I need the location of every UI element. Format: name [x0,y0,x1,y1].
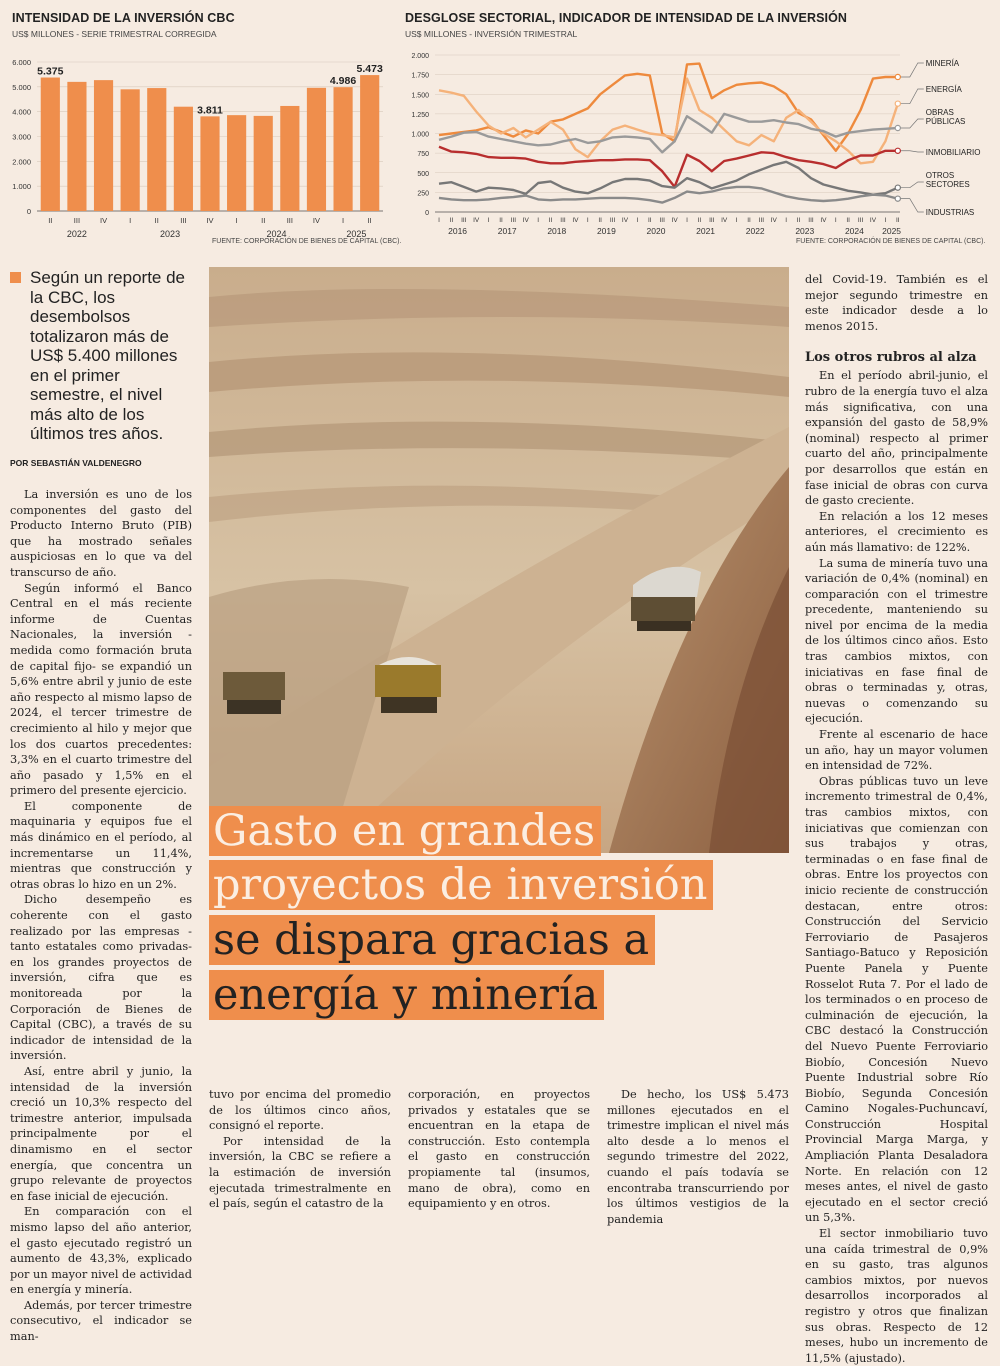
article-column-2 [209,1087,391,1212]
x-tick-label: I [342,216,345,225]
x-tick-label: II [154,216,159,225]
year-label: 2017 [497,226,517,236]
y-tick-label: 4.000 [12,107,31,117]
x-tick-label: II [598,217,603,224]
paragraph: En el período abril-junio, el rubro de la energía tuvo el alza más significativa, con una expansión del gasto de 58,9% (nominal) respecto al primer cuarto del año, principalmente por desarrollos que están en fase inicial de obras con curva de gasto creciente. [805,369,988,508]
paragraph: La suma de minería tuvo una variación de 0,4% (nominal) en comparación con el trimestre precedente, manteniendo su nivel por encima de la media de los últimos cinco años. Esto tras cambios mixtos, con iniciativas en fase final de obras o terminadas y, otras, nuevas o comenzando su ejecución. [805,556,988,726]
series-label: SECTORES [925,180,970,189]
bar [41,78,60,211]
chart1-title: INTENSIDAD DE LA INVERSIÓN CBC [12,11,235,25]
series-label: ENERGÍA [925,85,962,94]
series-label: MINERÍA [925,59,960,68]
series-line [439,114,898,152]
x-tick-label: I [735,217,738,224]
paragraph: El componente de maquinaria y equipos fue el más dinámico en el período, al incrementarse un 11,4%, mientras que construcción y otras obras lo hizo en un 2%. [10,799,192,891]
x-tick-label: III [857,217,864,224]
paragraph: Además, por tercer trimestre consecutivo, el indicador se man- [10,1298,192,1344]
series-leader-line [901,182,924,188]
series-label: INDUSTRIAS [925,208,975,217]
x-tick-label: II [48,216,53,225]
year-label: 2022 [66,229,87,239]
x-tick-label: III [709,217,715,224]
pull-quote-bullet [10,272,21,283]
x-tick-label: IV [522,217,529,224]
paragraph: Según informó el Banco Central en el más reciente informe de Cuentas Nacionales, la inversión -medida como formación bruta de capital fijo- se expandió un 5,6% entre abril y junio de este año respecto al mismo lapso de 2024, el tercer trimestre de crecimiento al hilo y mejor que los dos cuartos precedentes: 3,3% en el cuarto trimestre del año pasado y 1,5% en el primero del presente ejercicio. [10,581,192,798]
paragraph: De hecho, los US$ 5.473 millones ejecutados en el trimestre implican el nivel más alto desde a lo menos el segundo trimestre del 2022, cuando el país todavía se encontraba transcurriendo por los últimos vestigios de la pandemia [607,1088,789,1226]
series-leader-line [901,119,924,128]
x-tick-label: II [548,217,553,224]
year-label: 2021 [696,226,716,236]
paragraph: Dicho desempeño es coherente con el gasto realizado por las empresas -tanto estatales como privadas- en los grandes proyectos de inversión, cifra que es monitoreada por la Corporación de Bienes de Capital (CBC), a través de su indicador de intensidad de la inversión. [10,893,192,1063]
bar [94,80,113,211]
chart1-source: FUENTE: CORPORACIÓN DE BIENES DE CAPITAL (CBC). [212,238,402,245]
headline-line-4: energía y minería [209,970,604,1020]
paragraph: Así, entre abril y junio, la intensidad de la inversión creció un 10,3% respecto del trimestre anterior, impulsada principalmente por el dinamismo en el sector energía, que concentra un grupo relevante de proyectos en fase inicial de ejecución. [10,1064,192,1203]
series-end-marker [895,148,900,153]
series-end-marker [895,74,900,79]
x-tick-label: I [235,216,238,225]
bar [280,106,299,211]
bar [227,115,246,211]
bar [121,89,140,211]
year-label: 2020 [646,226,666,236]
y-tick-label: 1.750 [411,72,429,80]
y-tick-label: 2.000 [411,53,429,60]
y-tick-label: 3.000 [12,132,31,142]
series-label: INMOBILIARIO [925,148,981,157]
year-label: 2025 [882,226,902,236]
chart2-source: FUENTE: CORPORACIÓN DE BIENES DE CAPITAL (CBC). [796,238,986,245]
x-tick-label: IV [869,217,877,224]
x-tick-label: I [785,217,788,224]
bar [333,87,352,211]
bar-chart-intensidad [0,40,395,245]
x-tick-label: IV [721,217,728,224]
pull-quote: Según un reporte de la CBC, los desembolsos totalizaron más de US$ 5.400 millones en el primer semestre, el nivel más alto de los últimos tres años. [30,268,186,443]
x-tick-label: II [647,217,652,224]
x-tick-label: I [487,217,490,224]
x-tick-label: II [261,216,266,225]
x-tick-label: III [73,216,81,225]
x-tick-label: II [499,217,503,224]
x-tick-label: III [758,217,765,224]
y-tick-label: 2.000 [12,157,31,167]
series-end-marker [895,125,900,130]
year-label: 2023 [795,226,815,236]
x-tick-label: IV [621,217,629,224]
headline-line-3: se dispara gracias a [209,915,655,965]
x-tick-label: I [834,217,837,224]
y-tick-label: 6.000 [12,58,31,67]
paragraph: corporación, en proyectos privados y estatales que se encuentran en la etapa de construcción. Esto contempla el gasto en construcción propiamente tal (insumos, mano de obra), como en equipamiento y en otros. [408,1088,590,1211]
paragraph: La inversión es uno de los componentes del gasto del Producto Interno Bruto (PIB) que ha mostrado señales auspiciosas en lo que va del transcurso de año. [10,488,192,579]
y-tick-label: 0 [26,207,31,216]
x-tick-label: IV [99,216,108,225]
paragraph: Obras públicas tuvo un leve incremento trimestral de 0,4%, tras cambios mixtos, con iniciativas que comienzan con sus trabajos y otras, terminadas o en fase final de obras. Entre los proyectos con inicio reciente de construcción destacan, entre otros: Construcción del Servicio Ferroviario de Pasajeros Santiago-Batuco y Reposición Puente Panela y Puente Rosselot Ruta 7. Por el lado de los terminados o en proceso de culminación de ejecución, la CBC destacó la Construcción del Nuevo Puente Ferroviario Biobío, Concesión Nuevo Puente Industrial sobre Río Biobío, Segunda Concesión Camino Nogales-Puchuncaví, Construcción Hospital Provincial Marga Marga, y Ampliación Planta Desaladora Norte. En relación con 12 meses antes, el nivel de gasto ejecutado en el sector creció un 5,3%. [805,774,988,1225]
paragraph: En relación a los 12 meses anteriores, el crecimiento es aún más llamativo: de 122%. [805,509,988,554]
x-tick-label: II [895,217,900,224]
x-tick-label: IV [671,217,678,224]
year-label: 2025 [346,229,367,239]
bar [307,88,326,211]
x-tick-label: IV [770,217,777,224]
y-tick-label: 1.000 [12,182,31,192]
year-label: 2023 [160,229,181,239]
bar [147,88,166,211]
y-tick-label: 0 [425,210,429,217]
series-label: OBRAS [925,108,954,117]
x-tick-label: IV [572,217,579,224]
x-tick-label: III [659,217,665,224]
year-label: 2024 [844,226,864,236]
article-column-4 [607,1087,789,1227]
haul-truck [375,657,441,713]
series-end-marker [895,185,900,190]
bar [174,107,193,211]
x-tick-label: II [697,217,702,224]
series-leader-line [901,151,924,152]
paragraph: El sector inmobiliario tuvo una caída trimestral de 0,9% en su gasto, tras algunos cambios mixtos, por nuevos desarrollos incorporados al registro y otros que finalizan sus obras. Respecto de 12 meses, hubo un incremento de 11,5% (ajustado). [805,1227,988,1365]
x-tick-label: III [560,217,566,224]
data-label: 5.375 [37,65,64,78]
x-tick-label: IV [473,217,480,224]
x-tick-label: II [796,217,801,224]
x-tick-label: II [747,217,751,224]
data-label: 4.986 [329,75,357,88]
x-tick-label: II [449,217,454,224]
x-tick-label: IV [312,216,321,225]
x-tick-label: III [286,216,293,225]
paragraph: del Covid-19. También es el mejor segundo trimestre en este indicador desde a lo menos 2015. [805,273,988,333]
x-tick-label: IV [820,217,827,224]
paragraph: tuvo por encima del promedio de los últimos cinco años, consignó el reporte. [209,1088,391,1133]
data-label: 5.473 [356,63,383,76]
article-column-3 [408,1087,590,1212]
data-label: 3.811 [197,104,223,117]
x-tick-label: IV [206,216,214,225]
x-tick-label: I [686,217,688,224]
x-tick-label: III [510,217,517,224]
paragraph: Por intensidad de la inversión, la CBC se refiere a la estimación de inversión ejecutada trimestralmente en el país, según el catastro de la [209,1134,391,1211]
series-line [439,79,898,164]
y-tick-label: 500 [417,170,429,178]
x-tick-label: III [180,216,187,225]
bar [360,75,379,211]
series-end-marker [895,101,900,106]
headline-line-2: proyectos de inversión [209,860,713,910]
y-tick-label: 250 [417,190,429,198]
series-leader-line [901,89,924,104]
x-tick-label: I [636,217,639,224]
bar [200,116,219,211]
paragraph: Frente al escenario de hace un año, hay un mayor volumen en intensidad de 72%. [805,728,988,773]
bar [254,116,273,211]
x-tick-label: II [367,216,372,225]
mining-photo [209,267,789,853]
year-label: 2022 [745,226,765,236]
y-tick-label: 5.000 [12,82,31,92]
series-leader-line [901,63,924,77]
bar [67,82,86,211]
series-label: OTROS [925,171,955,180]
x-tick-label: III [609,217,616,224]
series-leader-line [901,199,924,212]
x-tick-label: I [586,217,589,224]
x-tick-label: III [461,217,467,224]
x-tick-label: III [808,217,814,224]
x-tick-label: I [884,217,887,224]
y-tick-label: 1.000 [411,131,429,139]
year-label: 2019 [596,226,616,236]
chart2-title: DESGLOSE SECTORIAL, INDICADOR DE INTENSIDAD DE LA INVERSIÓN [405,11,848,25]
y-tick-label: 750 [417,151,429,159]
chart1-subtitle: US$ MILLONES - SERIE TRIMESTRAL CORREGIDA [12,29,217,39]
x-tick-label: I [438,217,440,224]
year-label: 2016 [448,226,468,236]
haul-truck [223,672,285,714]
y-tick-label: 1.250 [411,111,429,119]
y-tick-label: 1.500 [411,92,429,100]
x-tick-label: II [846,217,851,224]
article-column-5 [805,272,988,1366]
byline: POR SEBASTIÁN VALDENEGRO [10,458,142,468]
x-tick-label: I [129,216,132,225]
series-label: PÚBLICAS [925,117,966,126]
year-label: 2018 [547,226,567,236]
x-tick-label: I [537,217,540,224]
series-line [439,147,898,187]
chart2-subtitle: US$ MILLONES - INVERSIÓN TRIMESTRAL [405,29,578,39]
headline-line-1: Gasto en grandes [209,806,601,856]
article-column-1 [10,487,192,1345]
subheading: Los otros rubros al alza [805,350,977,366]
paragraph: En comparación con el mismo lapso del año anterior, el gasto ejecutado registró un aumento de 43,3%, explicado por un mayor nivel de actividad en energía y minería. [10,1205,192,1297]
line-chart-desglose-sectorial [395,40,1000,245]
series-end-marker [895,196,900,201]
year-label: 2024 [266,229,287,239]
